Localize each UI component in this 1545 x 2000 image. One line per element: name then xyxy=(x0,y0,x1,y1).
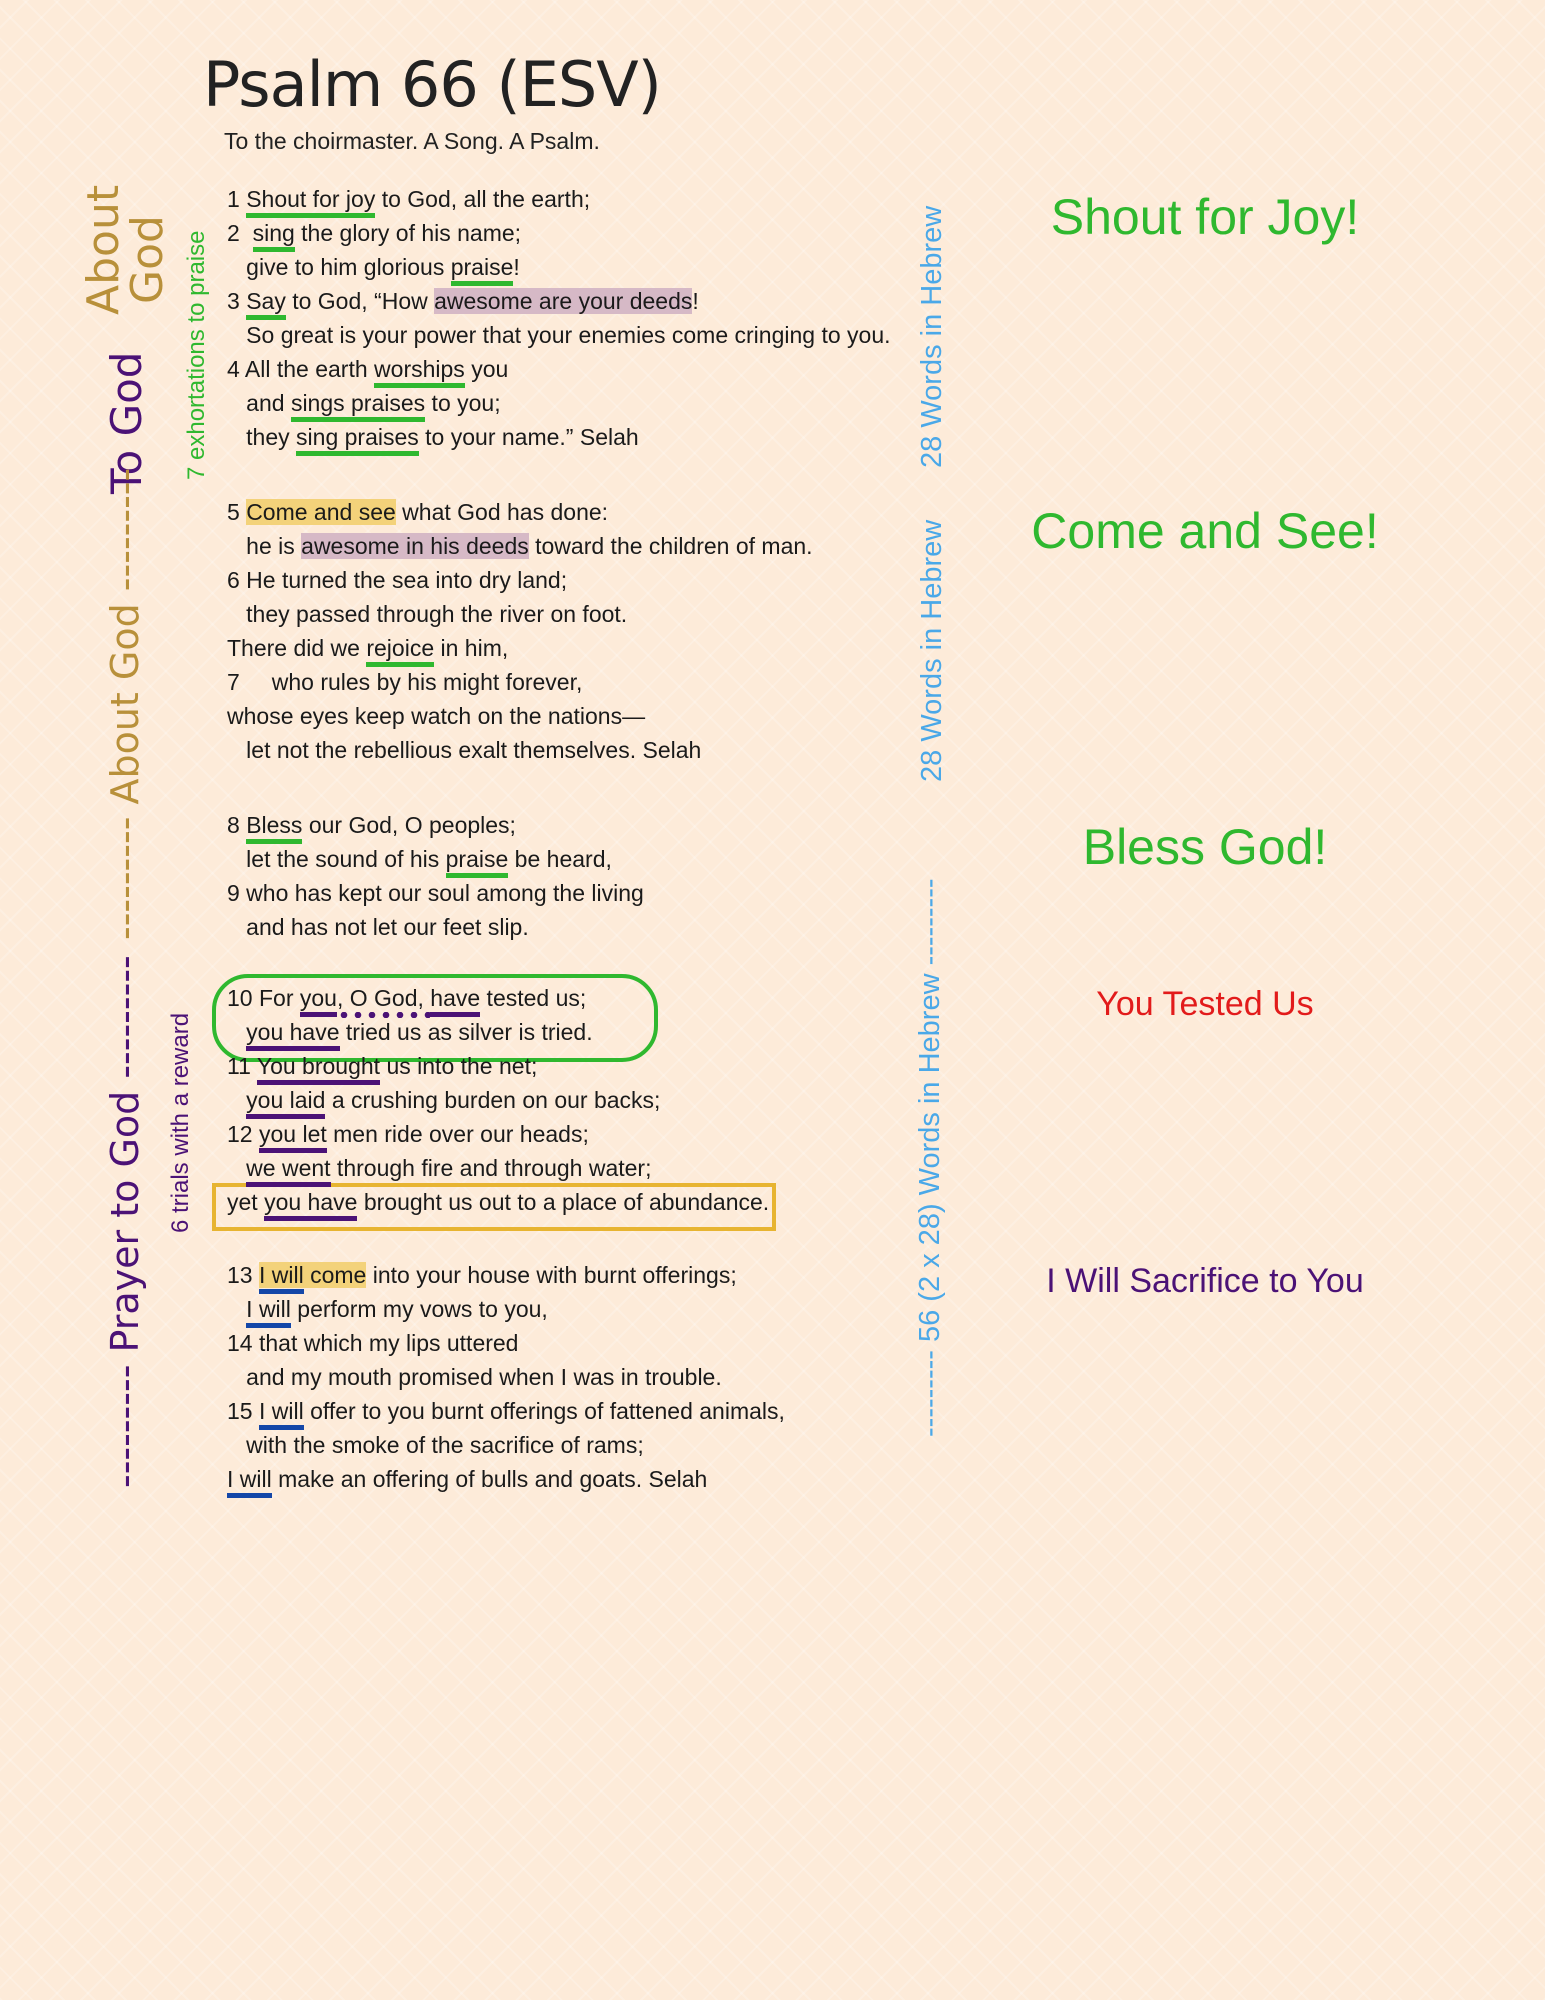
verse-text: ! xyxy=(513,254,520,280)
verse-text: give to him glorious xyxy=(227,254,451,280)
verse-line-2 xyxy=(227,218,521,248)
section-label-prayer-to-god-text: --------- Prayer to God --------- xyxy=(103,955,147,1488)
verse-text: 2 xyxy=(227,220,253,246)
verse-text: come xyxy=(303,1262,367,1288)
verse-text: what God has done: xyxy=(395,499,609,525)
verse-text: a crushing burden on our backs; xyxy=(325,1087,661,1113)
exhortation-highlight: praise xyxy=(445,846,509,872)
section-label-about-god xyxy=(78,184,174,315)
verse-text: to you; xyxy=(425,390,501,416)
verse-text: in him, xyxy=(434,635,509,661)
i-will-highlight: I will xyxy=(258,1262,304,1288)
verse-text: 12 xyxy=(227,1121,259,1147)
verse-text: 5 xyxy=(227,499,247,525)
trial-highlight: have xyxy=(430,985,481,1011)
verse-text: 15 xyxy=(227,1398,259,1424)
trial-highlight: you xyxy=(299,985,337,1011)
verse-line-13 xyxy=(227,1260,737,1290)
exhortation-highlight: worships xyxy=(374,356,465,382)
word-count-label-3-text: --------- 56 (2 x 28) Words in Hebrew --------- xyxy=(914,878,946,1438)
reward-highlight: you have xyxy=(264,1189,358,1215)
verse-text: yet xyxy=(227,1189,265,1215)
exhortation-highlight: sings praises xyxy=(290,390,426,416)
verse-text: 8 xyxy=(227,812,247,838)
verse-text xyxy=(227,1019,246,1045)
verse-line-9b: and has not let our feet slip. xyxy=(227,914,529,940)
verse-text: ! xyxy=(692,288,699,314)
verse-text: make an offering of bulls and goats. Selah xyxy=(271,1466,708,1492)
verse-line-11 xyxy=(227,1051,537,1081)
verse-line-14: 14 that which my lips uttered xyxy=(227,1330,519,1356)
verse-line-8b xyxy=(227,844,612,874)
verse-line-5b xyxy=(227,531,813,561)
section-label-prayer-to-god xyxy=(103,955,147,1488)
verse-text: through fire and through water; xyxy=(330,1155,652,1181)
word-count-label-2-text: 28 Words in Hebrew xyxy=(916,519,948,782)
heading-i-will-sacrifice: I Will Sacrifice to You xyxy=(1046,1262,1364,1300)
trial-highlight: you have xyxy=(246,1019,340,1045)
trials-label xyxy=(167,983,195,1233)
verse-text: There did we xyxy=(227,635,367,661)
verse-text: be heard, xyxy=(508,846,612,872)
heading-you-tested-us: You Tested Us xyxy=(1096,985,1314,1023)
exhortation-highlight: praise xyxy=(450,254,514,280)
verse-line-7: 7 who rules by his might forever, xyxy=(227,669,583,695)
verse-text: us into the net; xyxy=(380,1053,538,1079)
exhortation-highlight: Bless xyxy=(246,812,303,838)
verse-text: and xyxy=(227,390,291,416)
verse-text: 11 xyxy=(227,1053,257,1079)
word-count-label-3 xyxy=(914,822,947,1494)
verse-text: toward the children of man. xyxy=(528,533,813,559)
verse-line-4 xyxy=(227,354,508,384)
verse-line-12 xyxy=(227,1119,589,1149)
awesome-deeds-highlight: awesome are your deeds xyxy=(434,288,693,314)
verse-text: tried us as silver is tried. xyxy=(339,1019,593,1045)
word-count-label-2 xyxy=(916,502,949,782)
trial-highlight: you let xyxy=(258,1121,327,1147)
heading-come-and-see: Come and See! xyxy=(1031,503,1379,559)
i-will-highlight: I will xyxy=(227,1466,272,1492)
trial-dotted-link: , O God, xyxy=(336,985,431,1011)
verse-text: 3 xyxy=(227,288,247,314)
verse-line-4c xyxy=(227,422,639,452)
verse-line-10b xyxy=(227,1017,593,1047)
section-label-about-god-text: About God xyxy=(78,184,173,315)
word-count-label-1-text: 28 Words in Hebrew xyxy=(916,205,948,468)
verse-text: offer to you burnt offerings of fattened animals, xyxy=(303,1398,785,1424)
verse-text: to your name.” Selah xyxy=(418,424,639,450)
verse-text: 10 For xyxy=(227,985,300,1011)
verse-line-6c xyxy=(227,633,508,663)
exhortation-highlight: sing xyxy=(252,220,295,246)
verse-line-9: 9 who has kept our soul among the living xyxy=(227,880,644,906)
verse-line-4b xyxy=(227,388,501,418)
verse-line-15b: with the smoke of the sacrifice of rams; xyxy=(227,1432,644,1458)
i-will-highlight: I will xyxy=(258,1398,304,1424)
section-label-about-god-mid xyxy=(103,467,147,940)
word-count-label-1 xyxy=(916,188,949,468)
section-label-about-god-mid-text: --------- About God --------- xyxy=(103,467,147,940)
page-title: Psalm 66 (ESV) xyxy=(203,48,661,121)
verse-line-14b: and my mouth promised when I was in trouble. xyxy=(227,1364,722,1390)
verse-line-15c xyxy=(227,1464,707,1494)
i-will-highlight: I will xyxy=(246,1296,291,1322)
verse-text: he is xyxy=(227,533,302,559)
heading-bless-god: Bless God! xyxy=(1082,819,1328,875)
verse-text: tested us; xyxy=(480,985,587,1011)
verse-text xyxy=(227,1087,246,1113)
verse-text: the glory of his name; xyxy=(294,220,522,246)
exhortations-label-text: 7 exhortations to praise xyxy=(183,230,210,480)
exhortation-highlight: sing praises xyxy=(296,424,419,450)
trials-label-text: 6 trials with a reward xyxy=(167,1012,194,1233)
verse-text: brought us out to a place of abundance. xyxy=(357,1189,770,1215)
verse-text: 1 xyxy=(227,186,247,212)
verse-text: to God, all the earth; xyxy=(375,186,591,212)
trial-highlight: you laid xyxy=(246,1087,326,1113)
trial-highlight: You brought xyxy=(256,1053,381,1079)
verse-line-2b xyxy=(227,252,520,282)
verse-line-6: 6 He turned the sea into dry land; xyxy=(227,567,568,593)
verse-text: let the sound of his xyxy=(227,846,446,872)
heading-shout-for-joy: Shout for Joy! xyxy=(1050,189,1360,245)
verse-text: you xyxy=(464,356,509,382)
verse-text: men ride over our heads; xyxy=(326,1121,589,1147)
section-label-to-god-text: To God xyxy=(102,351,151,494)
verse-line-1 xyxy=(227,184,590,214)
verse-text: our God, O peoples; xyxy=(302,812,516,838)
verse-line-13b xyxy=(227,1294,548,1324)
verse-line-3b: So great is your power that your enemies come cringing to you. xyxy=(227,322,891,348)
verse-text: to God, “How xyxy=(285,288,435,314)
verse-text: perform my vows to you, xyxy=(290,1296,548,1322)
verse-line-6b: they passed through the river on foot. xyxy=(227,601,628,627)
verse-text: 4 All the earth xyxy=(227,356,375,382)
come-and-see-highlight: Come and see xyxy=(246,499,396,525)
verse-line-10 xyxy=(227,983,586,1013)
trial-highlight: we went xyxy=(246,1155,331,1181)
verse-line-12c xyxy=(227,1187,769,1217)
verse-text xyxy=(227,1155,246,1181)
verse-line-15 xyxy=(227,1396,785,1426)
verse-line-3 xyxy=(227,286,699,316)
verse-line-5 xyxy=(227,497,608,527)
exhortation-highlight: Shout for joy xyxy=(246,186,376,212)
verse-line-7c: let not the rebellious exalt themselves. Selah xyxy=(227,737,702,763)
verse-line-7b: whose eyes keep watch on the nations— xyxy=(227,703,646,729)
verse-line-12b xyxy=(227,1153,651,1183)
exhortation-highlight: rejoice xyxy=(366,635,435,661)
verse-text: into your house with burnt offerings; xyxy=(366,1262,737,1288)
psalm-superscription: To the choirmaster. A Song. A Psalm. xyxy=(224,128,600,154)
awesome-deeds-highlight: awesome in his deeds xyxy=(301,533,529,559)
exhortations-label xyxy=(183,195,211,480)
verse-line-8 xyxy=(227,810,516,840)
verse-text: 13 xyxy=(227,1262,259,1288)
verse-line-11b xyxy=(227,1085,660,1115)
exhortation-highlight: Say xyxy=(246,288,286,314)
verse-text: they xyxy=(227,424,297,450)
